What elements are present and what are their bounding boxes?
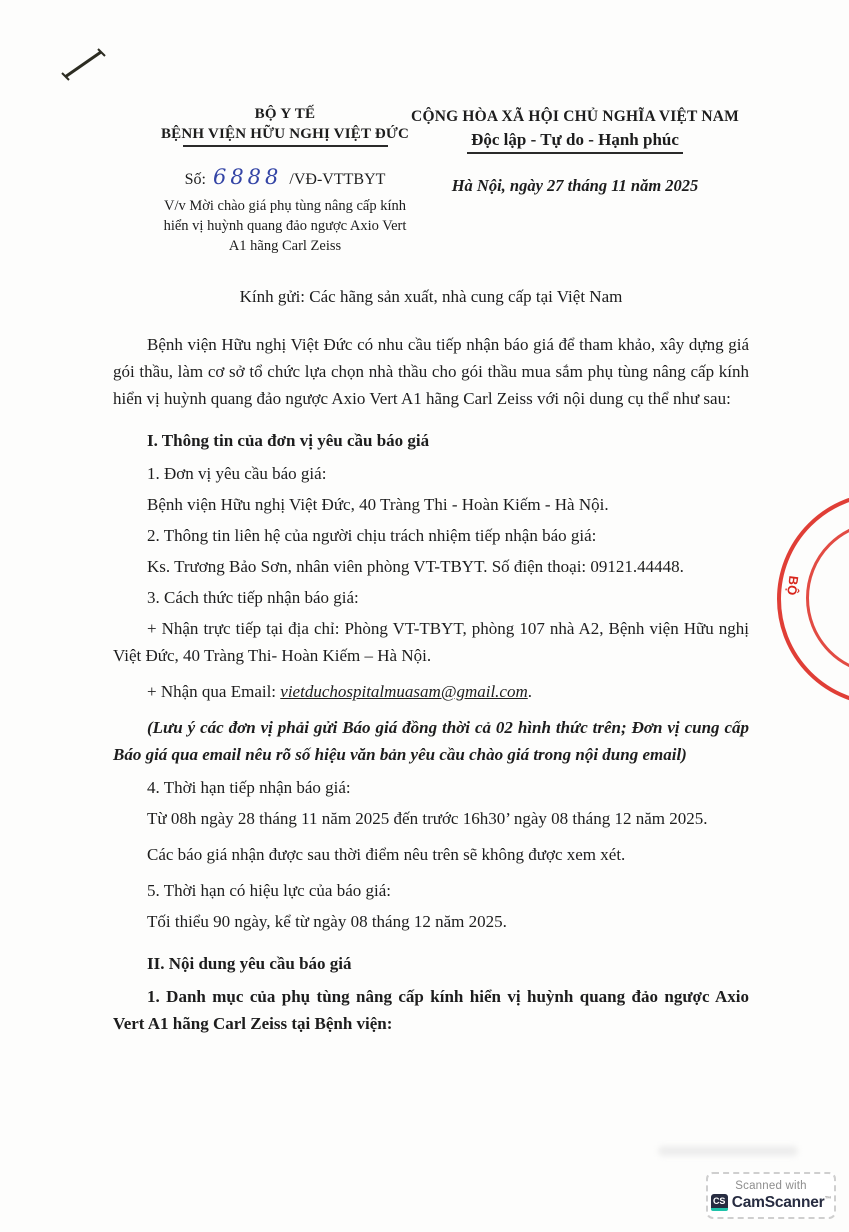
- subject-line-3: A1 hãng Carl Zeiss: [228, 238, 342, 254]
- subject-line-1: V/v Mời chào giá phụ tùng nâng cấp kính: [163, 198, 407, 214]
- item-1-value: Bệnh viện Hữu nghị Việt Đức, 40 Tràng Thi - Hoàn Kiếm - Hà Nội.: [147, 495, 609, 514]
- scan-smudge: [658, 1146, 798, 1156]
- item-2-value: Ks. Trương Bảo Sơn, nhân viên phòng VT-TBYT. Số điện thoại: 09121.44448.: [147, 557, 684, 576]
- scanned-with-label: Scanned with: [735, 1179, 807, 1192]
- document-number-line: [118, 165, 452, 189]
- salutation: Kính gửi: Các hãng sản xuất, nhà cung cấp tại Việt Nam: [239, 287, 623, 306]
- item-1-label: 1. Đơn vị yêu cầu báo giá:: [147, 464, 327, 483]
- item-3-email-line: [113, 678, 749, 705]
- ref-code: /VĐ-VTTBYT: [289, 171, 386, 188]
- section-ii-heading: II. Nội dung yêu cầu báo giá: [147, 954, 352, 973]
- email-suffix: .: [527, 682, 533, 701]
- issuer-block: [118, 106, 452, 256]
- national-title: CỘNG HÒA XÃ HỘI CHỦ NGHĨA VIỆT NAM: [411, 108, 739, 125]
- section-i-heading: I. Thông tin của đơn vị yêu cầu báo giá: [147, 431, 430, 450]
- subject-line-2: hiển vị huỳnh quang đảo ngược Axio Vert: [163, 218, 407, 234]
- item-4-value: Từ 08h ngày 28 tháng 11 năm 2025 đến trước 16h30’ ngày 08 tháng 12 năm 2025.: [147, 809, 708, 828]
- item-5-label: 5. Thời hạn có hiệu lực của báo giá:: [147, 881, 392, 900]
- item-3-direct-address: + Nhận trực tiếp tại địa chỉ: Phòng VT-TBYT, phòng 107 nhà A2, Bệnh viện Hữu nghị Việt Đức, 40 Tràng Thi- Hoàn Kiếm – Hà Nội.: [113, 619, 749, 665]
- ref-label: Số:: [184, 171, 206, 188]
- camscanner-logo-icon: CS: [711, 1194, 728, 1211]
- letter-body: [113, 283, 749, 1037]
- section-ii-item-1: 1. Danh mục của phụ tùng nâng cấp kính hiển vị huỳnh quang đảo ngược Axio Vert A1 hãng Carl Zeiss tại Bệnh viện:: [113, 987, 749, 1033]
- email-prefix: + Nhận qua Email:: [147, 682, 281, 701]
- item-4-label: 4. Thời hạn tiếp nhận báo giá:: [147, 778, 351, 797]
- document-subject: [118, 196, 452, 256]
- item-4-note: Các báo giá nhận được sau thời điểm nêu trên sẽ không được xem xét.: [147, 845, 626, 864]
- place-date-line: Hà Nội, ngày 27 tháng 11 năm 2025: [451, 176, 699, 195]
- ministry-name: BỘ Y TẾ: [254, 106, 316, 122]
- national-header-block: [403, 108, 747, 196]
- camscanner-brand: CamScanner™: [731, 1193, 832, 1211]
- submission-note: (Lưu ý các đơn vị phải gửi Báo giá đồng thời cả 02 hình thức trên; Đơn vị cung cấp Báo giá qua email nêu rõ số hiệu văn bản yêu cầu chào giá trong nội dung email): [113, 718, 749, 764]
- pen-mark: [55, 40, 125, 90]
- ref-number-handwritten: 6888: [212, 165, 283, 189]
- item-5-value: Tối thiểu 90 ngày, kể từ ngày 08 tháng 12 năm 2025.: [147, 912, 507, 931]
- national-motto: Độc lập - Tự do - Hạnh phúc: [467, 130, 683, 154]
- intro-paragraph: Bệnh viện Hữu nghị Việt Đức có nhu cầu tiếp nhận báo giá để tham khảo, xây dựng giá gói thầu, làm cơ sở tổ chức lựa chọn nhà thầu cho gói thầu mua sắm phụ tùng nâng cấp kính hiển vị huỳnh quang đảo ngược Axio Vert A1 hãng Carl Zeiss với nội dung cụ thể như sau:: [113, 335, 749, 408]
- official-stamp-text: BỘ: [784, 574, 802, 597]
- item-2-label: 2. Thông tin liên hệ của người chịu trách nhiệm tiếp nhận báo giá:: [147, 526, 597, 545]
- hospital-underline: [183, 145, 388, 147]
- trademark-symbol: ™: [824, 1195, 832, 1203]
- item-3-label: 3. Cách thức tiếp nhận báo giá:: [147, 588, 359, 607]
- camscanner-badge: [706, 1172, 836, 1219]
- hospital-name: BỆNH VIỆN HỮU NGHỊ VIỆT ĐỨC: [160, 126, 410, 142]
- email-address: vietduchospitalmuasam@gmail.com: [280, 682, 528, 701]
